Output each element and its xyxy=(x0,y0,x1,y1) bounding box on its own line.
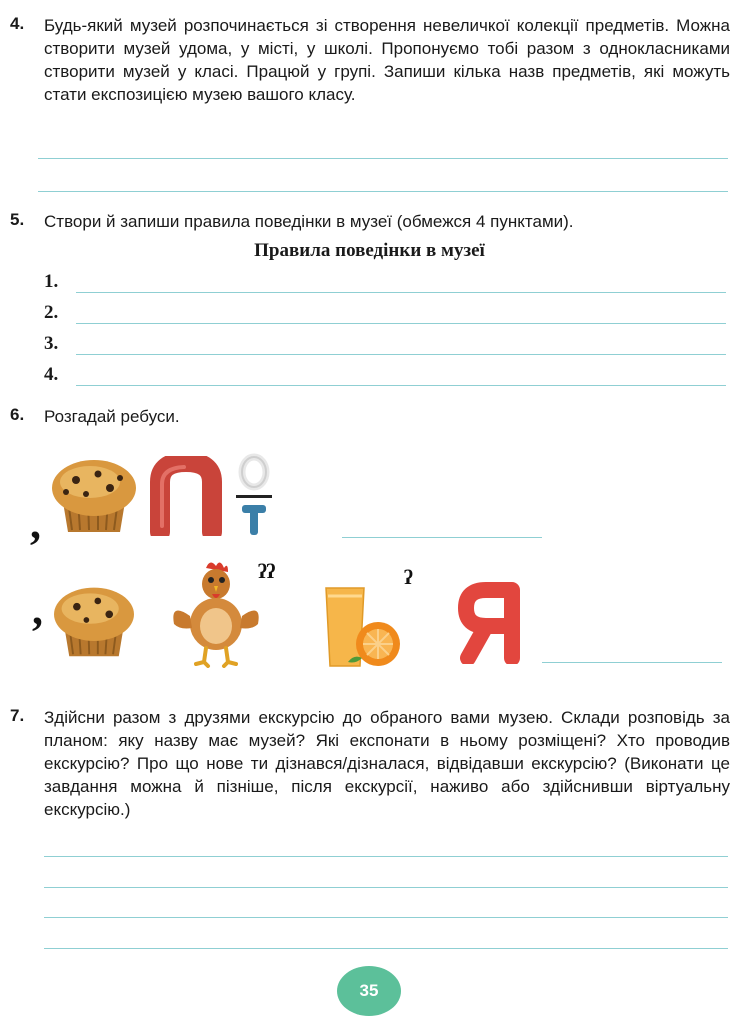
task-text: Здійсни разом з друзями екскурсію до обраного вами музею. Склади розповідь за планом: яку назву має музей? Які експонати в ньому розміщені? Хто проводив екскурсію? Про що нове ти дізнався/дізналася, відвідавши екскурсію? (Виконати це завдання можна й пізніше, після екскурсії, наживо або здійснивши віртуальну екскурсію.) xyxy=(44,708,730,819)
task-text: Створи й запиши правила поведінки в музеї (обмежся 4 пунктами). xyxy=(44,212,574,231)
rule-line[interactable] xyxy=(76,354,726,355)
rule-number: 4. xyxy=(44,364,59,385)
rule-number: 1. xyxy=(44,271,59,292)
clay-letter-ya-image xyxy=(456,582,528,664)
writing-line[interactable] xyxy=(38,191,728,192)
task-6 xyxy=(10,405,730,428)
rules-title: Правила поведінки в музеї xyxy=(254,240,485,261)
task-4 xyxy=(10,14,730,106)
muffin-image xyxy=(48,580,140,660)
rebus-comma: , xyxy=(30,499,41,548)
task-5 xyxy=(10,210,730,233)
task-text: Розгадай ребуси. xyxy=(44,407,180,426)
rule-line[interactable] xyxy=(76,385,726,386)
task-text: Будь-який музей розпочинається зі створення невеличкої колекції предметів. Можна створити музей удома, у місті, у школі. Пропонуємо тобі разом з однокласниками створити музей у класі. Працюй у групі. Запиши кілька назв предметів, які можуть стати експозицією музею вашого класу. xyxy=(44,16,730,104)
writing-line[interactable] xyxy=(44,917,728,918)
answer-line[interactable] xyxy=(342,537,542,538)
juice-orange-image xyxy=(322,584,406,670)
page-number-badge xyxy=(337,966,401,1016)
muffin-image xyxy=(46,452,142,536)
task-number: 7. xyxy=(10,706,25,725)
rule-line[interactable] xyxy=(76,323,726,324)
writing-line[interactable] xyxy=(44,948,728,949)
rule-number: 3. xyxy=(44,333,59,354)
rebus-quote-marks: ˀˀ xyxy=(258,558,276,595)
writing-line[interactable] xyxy=(44,856,728,857)
task-number: 5. xyxy=(10,210,25,229)
task-number: 6. xyxy=(10,405,25,424)
answer-line[interactable] xyxy=(542,662,722,663)
rebus-comma: , xyxy=(32,585,43,634)
task-number: 4. xyxy=(10,14,25,33)
letter-fraction xyxy=(232,450,276,540)
page-number: 35 xyxy=(359,981,379,1000)
writing-line[interactable] xyxy=(44,887,728,888)
hen-image xyxy=(166,558,266,668)
rule-line[interactable] xyxy=(76,292,726,293)
rule-number: 2. xyxy=(44,302,59,323)
writing-line[interactable] xyxy=(38,158,728,159)
rebus-apostrophe: ˀ xyxy=(404,564,413,601)
task-7 xyxy=(10,706,730,821)
clay-letter-p-image xyxy=(148,456,224,536)
